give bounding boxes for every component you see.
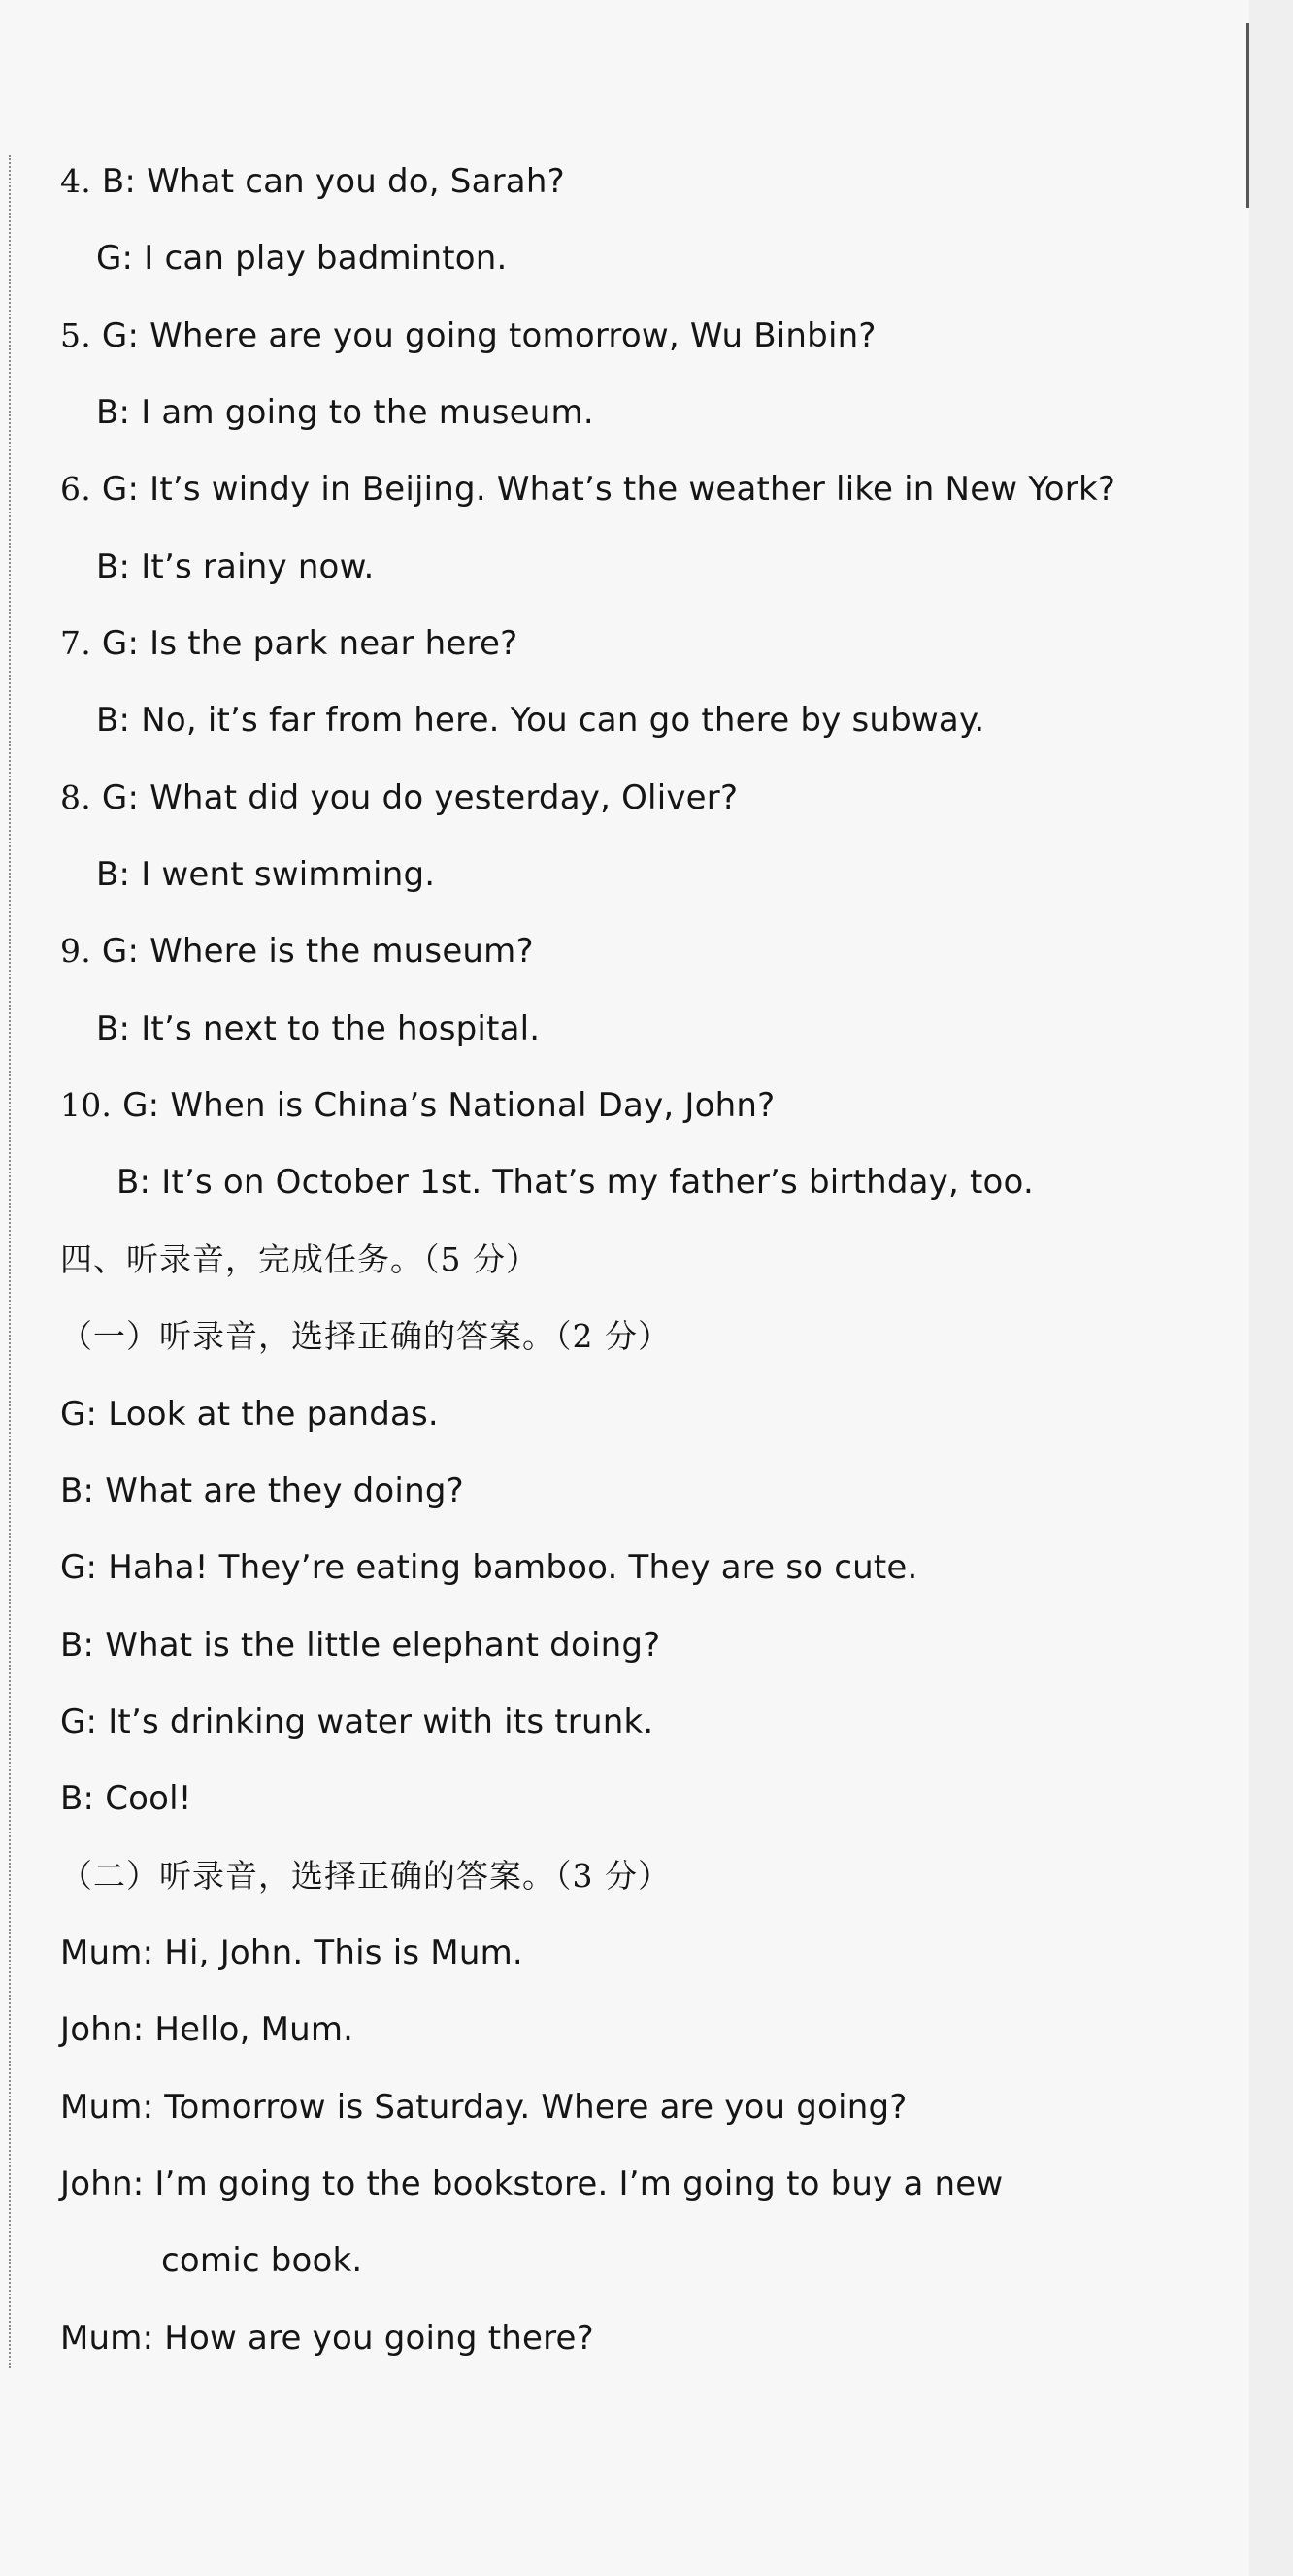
- dialogue-text: B: What can you do, Sarah?: [101, 162, 565, 201]
- part-1-line: G: Look at the pandas.: [60, 1395, 439, 1434]
- question-5-line-1: [60, 316, 877, 355]
- question-number: 4.: [60, 162, 91, 200]
- part-1-line: B: Cool!: [60, 1779, 192, 1818]
- question-10-line-1: [60, 1086, 775, 1125]
- question-9-line-2: B: It’s next to the hospital.: [96, 1009, 541, 1048]
- dialogue-text: G: What did you do yesterday, Oliver?: [101, 778, 739, 817]
- question-8-line-1: [60, 778, 738, 817]
- question-4-line-2: G: I can play badminton.: [96, 239, 508, 278]
- page-edge-mark: [1246, 23, 1249, 208]
- page-edge-shadow: [1249, 0, 1293, 2576]
- dialogue-text: G: When is China’s National Day, John?: [122, 1086, 776, 1125]
- question-9-line-1: [60, 932, 534, 971]
- section-4-heading: 四、听录音，完成任务。（5 分）: [60, 1240, 539, 1278]
- question-7-line-2: B: No, it’s far from here. You can go there by subway.: [96, 701, 985, 740]
- question-8-line-2: B: I went swimming.: [96, 855, 436, 894]
- question-6-line-1: [60, 470, 1115, 509]
- question-number: 5.: [60, 316, 91, 354]
- part-1-line: B: What are they doing?: [60, 1471, 464, 1510]
- dialogue-text: G: Where are you going tomorrow, Wu Binbin?: [101, 316, 877, 355]
- question-6-line-2: B: It’s rainy now.: [96, 547, 375, 586]
- part-1-heading: （一）听录音，选择正确的答案。（2 分）: [60, 1317, 671, 1355]
- question-number: 9.: [60, 932, 91, 970]
- question-5-line-2: B: I am going to the museum.: [96, 393, 594, 432]
- question-number: 10.: [60, 1086, 113, 1124]
- part-2-line: John: I’m going to the bookstore. I’m going to buy a new: [60, 2164, 1004, 2203]
- dialogue-text: G: It’s windy in Beijing. What’s the weather like in New York?: [101, 470, 1116, 509]
- question-number: 7.: [60, 624, 91, 662]
- question-10-line-2: B: It’s on October 1st. That’s my father’s birthday, too.: [116, 1163, 1034, 1202]
- question-7-line-1: [60, 624, 517, 663]
- dialogue-text: G: Where is the museum?: [101, 932, 534, 971]
- question-number: 6.: [60, 470, 91, 508]
- question-4-line-1: [60, 162, 565, 201]
- part-1-line: G: Haha! They’re eating bamboo. They are so cute.: [60, 1548, 918, 1587]
- part-2-line: John: Hello, Mum.: [60, 2010, 354, 2049]
- question-number: 8.: [60, 778, 91, 816]
- part-2-line: Mum: Hi, John. This is Mum.: [60, 1933, 523, 1972]
- part-1-line: B: What is the little elephant doing?: [60, 1626, 661, 1665]
- part-2-heading: （二）听录音，选择正确的答案。（3 分）: [60, 1857, 671, 1895]
- binding-margin-line: [9, 155, 11, 2368]
- part-2-line-continuation: comic book.: [161, 2241, 363, 2280]
- part-2-line: Mum: How are you going there?: [60, 2319, 594, 2358]
- dialogue-text: G: Is the park near here?: [101, 624, 518, 663]
- part-2-line: Mum: Tomorrow is Saturday. Where are you going?: [60, 2088, 908, 2127]
- part-1-line: G: It’s drinking water with its trunk.: [60, 1702, 654, 1741]
